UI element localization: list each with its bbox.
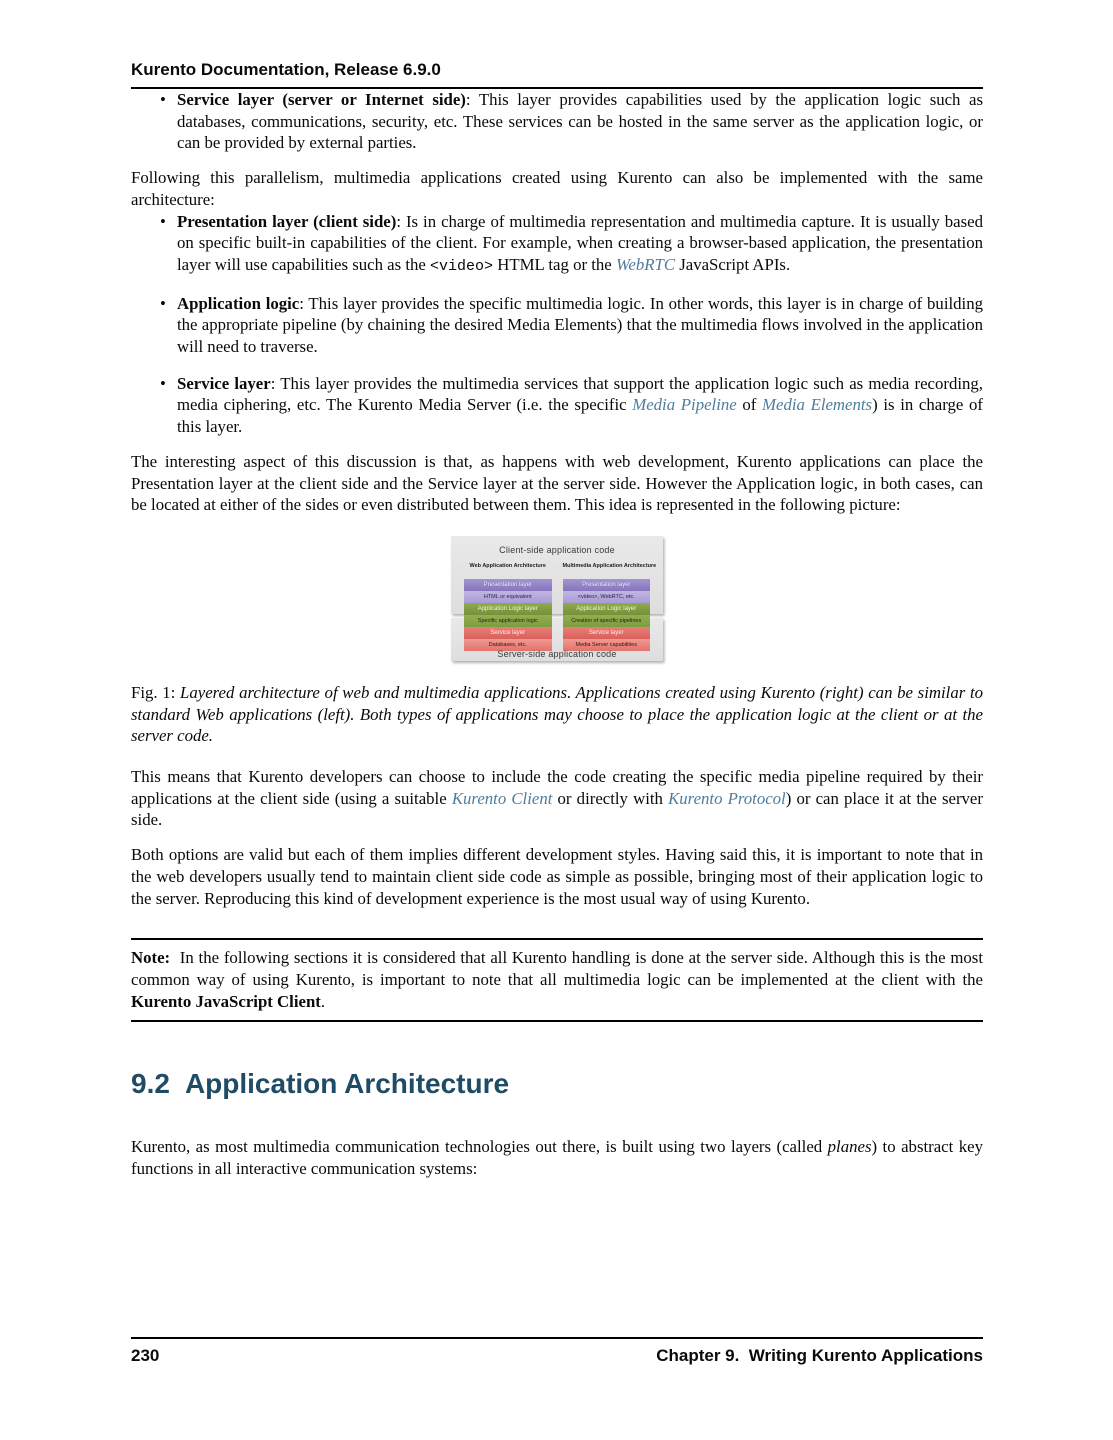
doc-link[interactable]: WebRTC <box>615 254 676 274</box>
figure-column-multimedia-title: Multimedia Application Architecture <box>562 562 657 569</box>
bullet-list-top <box>131 89 983 154</box>
text-segment: or directly with <box>552 788 669 808</box>
text-segment: Service layer <box>177 373 271 393</box>
note-text <box>131 947 983 1012</box>
figure-caption <box>131 682 983 747</box>
mm-applogic-sub: Creation of specific pipelines <box>563 615 651 627</box>
text-segment: Service layer (server or Internet side) <box>177 90 466 109</box>
text-segment: : This layer provides the multimedia services that support the application logic such as media recording, media ciphering, etc. The Kurento Media Server (i.e. the specific <box>177 373 983 415</box>
text-segment: : This layer provides the specific multimedia logic. In other words, this layer is in charge of building the appropriate pipeline (by chaining the desired Media Elements) that the multimedia flows involved in the application will need to traverse. <box>177 293 983 357</box>
text-segment: ) to abstract key functions in all interactive communication systems: <box>131 1137 983 1179</box>
text-segment: Layered architecture of web and multimedia applications. Applications created using Kurento (right) can be similar to standard Web applications (left). Both types of applications may choose to place the application logic at the client or at the server code. <box>131 682 983 746</box>
text-segment: . <box>320 991 326 1011</box>
section-heading-9-2 <box>131 1068 983 1100</box>
text-segment: HTML tag or the <box>493 254 616 274</box>
note-admonition <box>131 938 983 1022</box>
section-title: Application Architecture <box>184 1068 510 1100</box>
figure-column-multimedia <box>562 556 657 651</box>
text-segment: Application logic <box>177 293 300 313</box>
text-segment: Kurento JavaScript Client <box>131 991 321 1011</box>
text-segment: JavaScript APIs. <box>675 254 791 274</box>
mm-applogic-layer: Application Logic layer <box>563 603 651 615</box>
text-segment: This means that Kurento developers can choose to include the code creating the specific media pipeline required by their applications at the client side (using a suitable <box>131 767 983 808</box>
text-segment: ) or can place it at the server side. <box>131 788 983 830</box>
figure-client-band-label: Client-side application code <box>499 544 615 555</box>
mm-presentation-layer: Presentation layer <box>563 579 651 591</box>
mm-service-sub: Media Server capabilities <box>563 639 651 651</box>
web-service-layer: Service layer <box>464 627 552 639</box>
list-item-service <box>177 373 983 438</box>
paragraph-both-options: Both options are valid but each of them implies different development styles. Having said this, it is important to note that in the web developers usually tend to maintain client side code as simple as possible, bringing most of their application logic to the server. Reproducing this kind of development experience is the most usual way of using Kurento. <box>131 845 983 908</box>
text-segment: planes <box>827 1137 872 1157</box>
list-item-presentation <box>177 211 983 278</box>
text-segment: Presentation layer (client side) <box>177 211 397 231</box>
page-footer <box>131 1337 983 1367</box>
figure-column-web <box>464 556 552 651</box>
figure-columns <box>464 556 657 651</box>
section-number: 9.2 <box>131 1068 170 1100</box>
text-segment: <video> <box>430 257 494 275</box>
footer-rule <box>131 1337 983 1339</box>
text-segment: Fig. 1: <box>131 682 181 702</box>
text-segment: of <box>736 395 763 415</box>
header-title: Kurento Documentation, Release 6.9.0 <box>131 60 441 79</box>
list-item-service-internet <box>177 89 983 154</box>
footer-chapter-label: Chapter 9. Writing Kurento Applications <box>656 1346 983 1365</box>
web-presentation-layer: Presentation layer <box>464 579 552 591</box>
doc-link[interactable]: Kurento Protocol <box>668 788 786 808</box>
text-segment: In the following sections it is considered that all Kurento handling is done at the server side. Although this is the most common way of using Kurento, is important to note that all multimedia logic can be implemented at the client with the <box>131 948 983 989</box>
paragraph-planes <box>131 1136 983 1179</box>
bullet-list-layers <box>131 211 983 438</box>
text-segment: : Is in charge of multimedia representation and multimedia capture. It is usually based on specific built-in capabilities of the client. For example, when creating a browser-based application, the presentation layer will use capabilities such as the <box>177 211 983 274</box>
text-segment: Kurento, as most multimedia communication technologies out there, is built using two layers (called <box>131 1137 828 1157</box>
web-presentation-sub: HTML or equivalent <box>464 591 552 603</box>
web-applogic-sub: Specific application logic <box>464 615 552 627</box>
footer-page-number: 230 <box>131 1346 160 1365</box>
figure-server-band-label: Server-side application code <box>497 648 617 659</box>
paragraph-interesting-aspect: The interesting aspect of this discussion is that, as happens with web development, Kurento applications can place the Presentation layer at the client side and the Service layer at the server side. However the Application logic, in both cases, can be located at either of the sides or even distributed between them. This idea is represented in the following picture: <box>131 451 983 515</box>
doc-link[interactable]: Media Elements <box>762 395 873 415</box>
text-segment: ) is in charge of this layer. <box>177 395 983 437</box>
web-service-sub: Databases, etc. <box>464 639 552 651</box>
mm-presentation-sub: <video>, WebRTC, etc. <box>563 591 651 603</box>
list-item-application-logic <box>177 293 983 358</box>
paragraph-developers-choose <box>131 766 983 831</box>
figure-column-web-title: Web Application Architecture <box>469 562 546 569</box>
web-applogic-layer: Application Logic layer <box>464 603 552 615</box>
mm-service-layer: Service layer <box>563 627 651 639</box>
page-header <box>131 60 983 89</box>
text-segment: : This layer provides capabilities used by the application logic such as databases, communications, security, etc. These services can be hosted in the same server as the application logic, or can be provided by external parties. <box>177 90 983 153</box>
figure-layered-architecture <box>451 536 663 661</box>
paragraph-parallelism: Following this parallelism, multimedia applications created using Kurento can also be implemented with the same architecture: <box>131 168 983 209</box>
text-segment: Note: <box>131 948 171 968</box>
doc-link[interactable]: Kurento Client <box>451 788 553 808</box>
doc-link[interactable]: Media Pipeline <box>632 395 737 415</box>
